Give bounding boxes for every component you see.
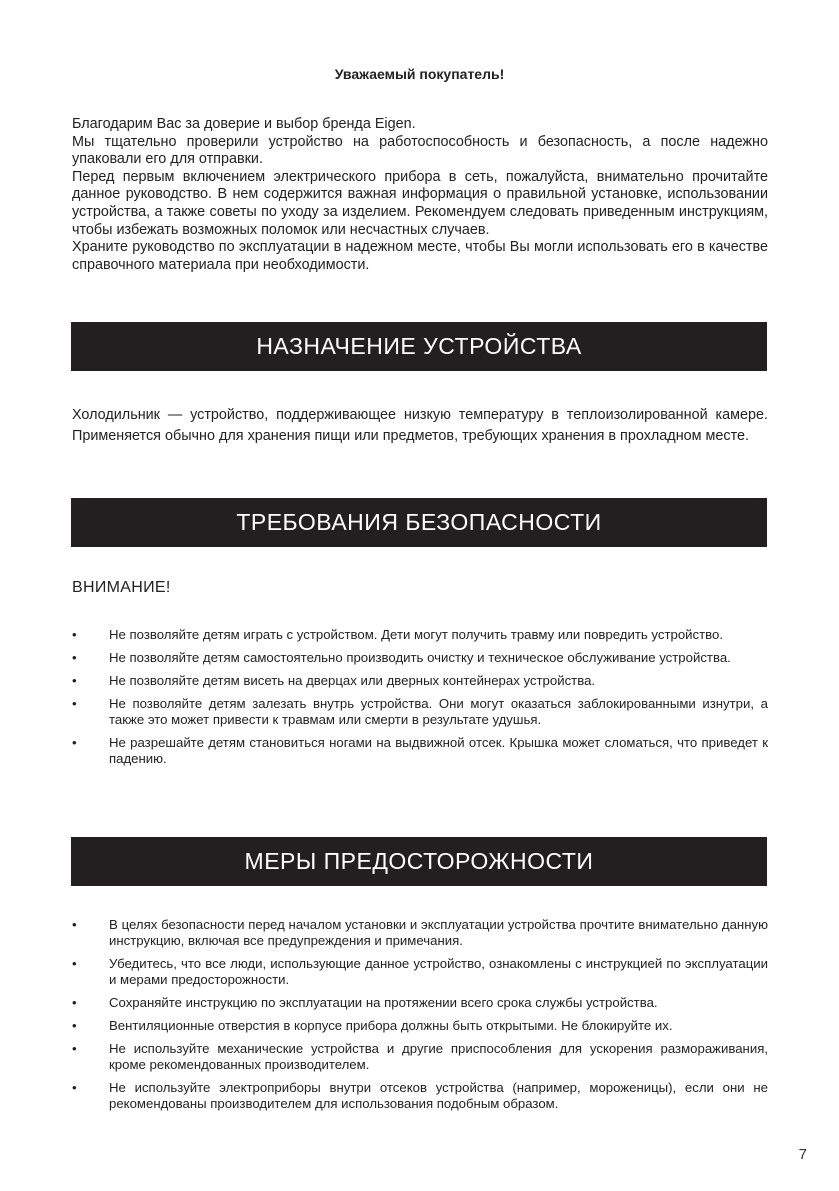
bullet-icon: • [72,1080,77,1095]
list-item-text: Не разрешайте детям становиться ногами на выдвижной отсек. Крышка может сломаться, что приведет к падению. [109,735,768,766]
list-item [72,650,768,666]
list-item-text: Не позволяйте детям играть с устройством. Дети могут получить травму или повредить устройство. [109,627,724,642]
list-item [72,696,768,728]
list-item-text: Не используйте электроприборы внутри отсеков устройства (например, мороженицы), если они не рекомендованы производителем для использования подобным образом. [109,1080,768,1111]
intro-text [72,116,768,274]
section-header-safety: ТРЕБОВАНИЯ БЕЗОПАСНОСТИ [71,498,767,547]
bullet-icon: • [72,627,77,642]
bullet-icon: • [72,995,77,1010]
bullet-icon: • [72,1018,77,1033]
intro-paragraph: Мы тщательно проверили устройство на работоспособность и безопасность, а после надежно упаковали его для отправки. [72,133,768,168]
list-item-text: В целях безопасности перед началом установки и эксплуатации устройства прочтите внимательно данную инструкцию, включая все предупреждения и примечания. [109,917,768,948]
list-item [72,995,768,1011]
page-number: 7 [798,1146,807,1163]
safety-bullet-list [72,627,768,774]
list-item-text: Сохраняйте инструкцию по эксплуатации на протяжении всего срока службы устройства. [109,995,658,1010]
precautions-bullet-list [72,917,768,1119]
attention-heading: ВНИМАНИЕ! [72,579,171,596]
bullet-icon: • [72,696,77,711]
section-header-precautions: МЕРЫ ПРЕДОСТОРОЖНОСТИ [71,837,767,886]
list-item-text: Убедитесь, что все люди, использующие данное устройство, ознакомлены с инструкцией по эксплуатации и мерами предосторожности. [109,956,768,987]
bullet-icon: • [72,650,77,665]
list-item [72,1041,768,1073]
list-item [72,1080,768,1112]
list-item [72,1018,768,1034]
section-header-purpose: НАЗНАЧЕНИЕ УСТРОЙСТВА [71,322,767,371]
list-item-text: Вентиляционные отверстия в корпусе прибора должны быть открытыми. Не блокируйте их. [109,1018,673,1033]
bullet-icon: • [72,1041,77,1056]
list-item [72,673,768,689]
bullet-icon: • [72,956,77,971]
list-item-text: Не позволяйте детям висеть на дверцах или дверных контейнерах устройства. [109,673,596,688]
list-item [72,735,768,767]
list-item-text: Не позволяйте детям самостоятельно производить очистку и техническое обслуживание устройства. [109,650,731,665]
list-item [72,956,768,988]
bullet-icon: • [72,673,77,688]
bullet-icon: • [72,917,77,932]
intro-paragraph: Перед первым включением электрического прибора в сеть, пожалуйста, внимательно прочитайте данное руководство. В нем содержится важная информация о правильной установке, использовании устройства, а также советы по уходу за изделием. Рекомендуем следовать приведенным инструкциям, чтобы избежать возможных поломок или несчастных случаев. [72,168,768,238]
intro-paragraph: Храните руководство по эксплуатации в надежном месте, чтобы Вы могли использовать его в качестве справочного материала при необходимости. [72,239,768,273]
list-item [72,627,768,643]
purpose-text: Холодильник — устройство, поддерживающее низкую температуру в теплоизолированной камере. Применяется обычно для хранения пищи или предметов, требующих хранения в прохладном месте. [72,407,768,444]
list-item-text: Не позволяйте детям залезать внутрь устройства. Они могут оказаться заблокированными изнутри, а также это может привести к травмам или смерти в результате удушья. [109,696,768,727]
list-item-text: Не используйте механические устройства и другие приспособления для ускорения размораживания, кроме рекомендованных производителем. [109,1041,768,1072]
intro-paragraph: Благодарим Вас за доверие и выбор бренда Eigen. [72,116,416,132]
list-item [72,917,768,949]
greeting-heading: Уважаемый покупатель! [334,66,505,82]
bullet-icon: • [72,735,77,750]
